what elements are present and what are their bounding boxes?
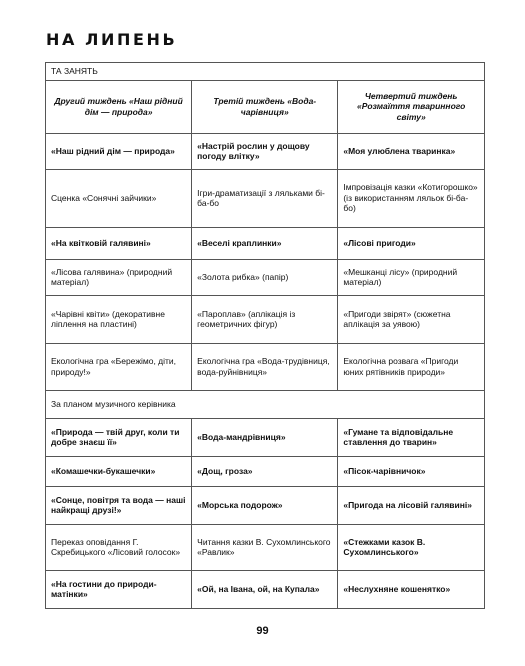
- table-cell: Екологічна гра «Бережімо, діти, природу!»: [46, 343, 192, 390]
- column-header: Третій тиждень «Вода-чарівниця»: [192, 80, 338, 133]
- table-cell: «Веселі краплинки»: [192, 227, 338, 259]
- column-header: Четвертий тиждень «Розмаїття тваринного світу»: [338, 80, 485, 133]
- table-cell: «Ой, на Івана, ой, на Купала»: [192, 570, 338, 608]
- table-row: [46, 133, 485, 169]
- table-row: [46, 570, 485, 608]
- table-cell: Читання казки В. Сухомлинського «Равлик»: [192, 524, 338, 570]
- table-cell: «Пароплав» (аплікація із геометричних фігур): [192, 295, 338, 343]
- table-cell: «Стежками казок В. Сухомлинського»: [338, 524, 485, 570]
- table-cell: Переказ оповідання Г. Скребицького «Лісовий голосок»: [46, 524, 192, 570]
- table-cell: «Наш рідний дім — природа»: [46, 133, 192, 169]
- table-cell: Ігри-драматизації з ляльками бі-ба-бо: [192, 169, 338, 227]
- table-row: [46, 524, 485, 570]
- table-cell: Екологічна гра «Вода-трудівниця, вода-руйнівниця»: [192, 343, 338, 390]
- music-note: За планом музичного керівника: [46, 390, 485, 418]
- table-cell: «Лісова галявина» (природний матеріал): [46, 259, 192, 295]
- table-cell: «Морська подорож»: [192, 486, 338, 524]
- section-row: [46, 63, 485, 81]
- table-row: [46, 259, 485, 295]
- table-cell: «Комашечки-букашечки»: [46, 456, 192, 486]
- table-row: [46, 227, 485, 259]
- page-title: НА ЛИПЕНЬ: [46, 30, 178, 49]
- table-cell: «Пісок-чарівничок»: [338, 456, 485, 486]
- table-row: [46, 456, 485, 486]
- table-row: [46, 486, 485, 524]
- table-cell: «Неслухняне кошенятко»: [338, 570, 485, 608]
- table-row: [46, 418, 485, 456]
- header-row: [46, 80, 485, 133]
- table-cell: «Пригоди звірят» (сюжетна аплікація за уявою): [338, 295, 485, 343]
- table-cell: «Лісові пригоди»: [338, 227, 485, 259]
- table-cell: «Гумане та відповідальне ставлення до тварин»: [338, 418, 485, 456]
- table-cell: «Чарівні квіти» (декоративне ліплення на пластині): [46, 295, 192, 343]
- table-cell: «Мешканці лісу» (природний матеріал): [338, 259, 485, 295]
- table-cell: «Природа — твій друг, коли ти добре знаєш її»: [46, 418, 192, 456]
- table-cell: «Вода-мандрівниця»: [192, 418, 338, 456]
- page-number: 99: [256, 625, 269, 637]
- table-cell: Імпровізація казки «Котигорошко» (із використанням ляльок бі-ба-бо): [338, 169, 485, 227]
- table-cell: «На гостини до природи-матінки»: [46, 570, 192, 608]
- plan-table: [45, 62, 485, 609]
- section-label: ТА ЗАНЯТЬ: [46, 63, 485, 81]
- music-row: [46, 390, 485, 418]
- table-cell: «Золота рибка» (папір): [192, 259, 338, 295]
- table-cell: «На квітковій галявині»: [46, 227, 192, 259]
- table-row: [46, 169, 485, 227]
- table-cell: «Моя улюблена тваринка»: [338, 133, 485, 169]
- table-row: [46, 343, 485, 390]
- table-cell: Сценка «Сонячні зайчики»: [46, 169, 192, 227]
- table-row: [46, 295, 485, 343]
- table-cell: «Пригода на лісовій галявині»: [338, 486, 485, 524]
- table-cell: «Дощ, гроза»: [192, 456, 338, 486]
- column-header: Другий тиждень «Наш рідний дім — природа»: [46, 80, 192, 133]
- table-cell: «Настрій рослин у дощову погоду влітку»: [192, 133, 338, 169]
- table-cell: «Сонце, повітря та вода — наші найкращі друзі!»: [46, 486, 192, 524]
- table-cell: Екологічна розвага «Пригоди юних рятівників природи»: [338, 343, 485, 390]
